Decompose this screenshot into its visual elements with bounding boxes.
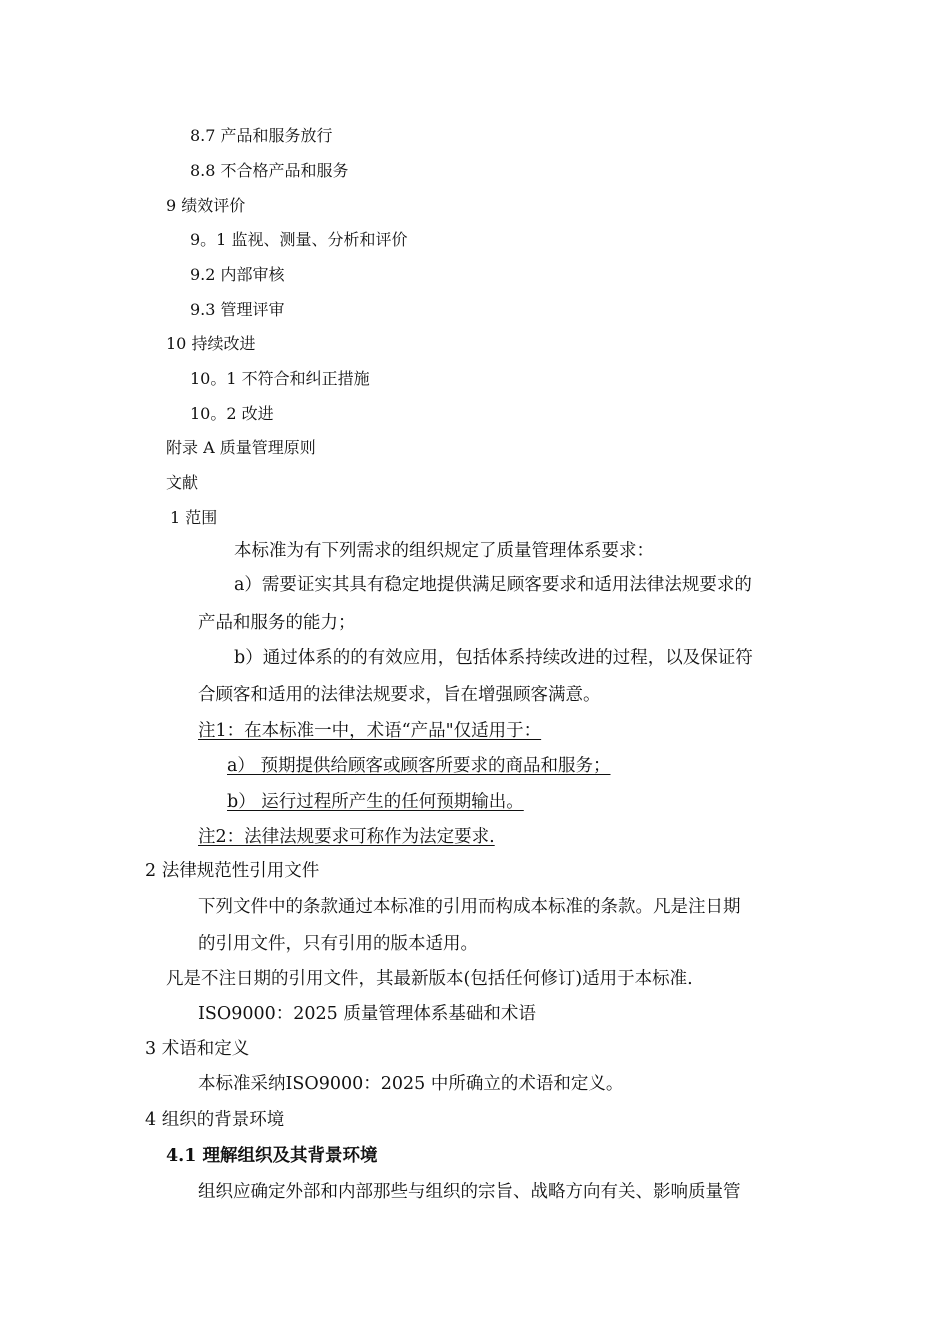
toc-entry: 9。1 监视、测量、分析和评价: [190, 230, 408, 249]
paragraph-line: 组织应确定外部和内部那些与组织的宗旨、战略方向有关、影响质量管: [198, 1182, 741, 1202]
section-heading: 2 法律规范性引用文件: [145, 861, 320, 881]
toc-entry: 8.8 不合格产品和服务: [190, 161, 349, 180]
toc-entry: 文献: [166, 473, 199, 492]
paragraph-line: 的引用文件，只有引用的版本适用。: [198, 934, 478, 954]
paragraph-line: 下列文件中的条款通过本标准的引用而构成本标准的条款。凡是注日期: [198, 897, 741, 917]
list-item-a-cont: 产品和服务的能力；: [198, 613, 356, 633]
section-heading: 4 组织的背景环境: [145, 1110, 285, 1130]
list-item-b: b）通过体系的的有效应用，包括体系持续改进的过程，以及保证符: [234, 648, 753, 668]
list-item-b-cont: 合顾客和适用的法律法规要求，旨在增强顾客满意。: [198, 685, 601, 705]
list-item-a: a）需要证实其具有稳定地提供满足顾客要求和适用法律法规要求的: [234, 575, 752, 595]
toc-entry: 9 绩效评价: [166, 196, 246, 215]
section-heading: 3 术语和定义: [145, 1039, 250, 1059]
note-1-item-a: a） 预期提供给顾客或顾客所要求的商品和服务；: [227, 756, 611, 776]
toc-entry: 10。2 改进: [190, 404, 274, 423]
paragraph-line: 本标准为有下列需求的组织规定了质量管理体系要求：: [234, 541, 654, 561]
toc-entry: 8.7 产品和服务放行: [190, 126, 333, 145]
note-1-item-b: b） 运行过程所产生的任何预期输出。: [227, 792, 524, 812]
subsection-heading: 4.1 理解组织及其背景环境: [166, 1146, 378, 1166]
toc-entry: 10。1 不符合和纠正措施: [190, 369, 370, 388]
note-2: 注2：法律法规要求可称作为法定要求.: [198, 827, 495, 847]
reference-entry: ISO9000：2025 质量管理体系基础和术语: [198, 1004, 536, 1024]
toc-entry: 附录 A 质量管理原则: [166, 438, 316, 457]
toc-entry: 10 持续改进: [166, 334, 256, 353]
toc-entry: 9.3 管理评审: [190, 300, 285, 319]
toc-entry: 9.2 内部审核: [190, 265, 285, 284]
paragraph-line: 本标准采纳ISO9000：2025 中所确立的术语和定义。: [198, 1074, 624, 1094]
note-1: 注1：在本标准一中，术语“产品"仅适用于：: [198, 721, 542, 741]
section-heading: 1 范围: [170, 508, 218, 527]
paragraph-line: 凡是不注日期的引用文件，其最新版本(包括任何修订)适用于本标准.: [166, 969, 693, 989]
